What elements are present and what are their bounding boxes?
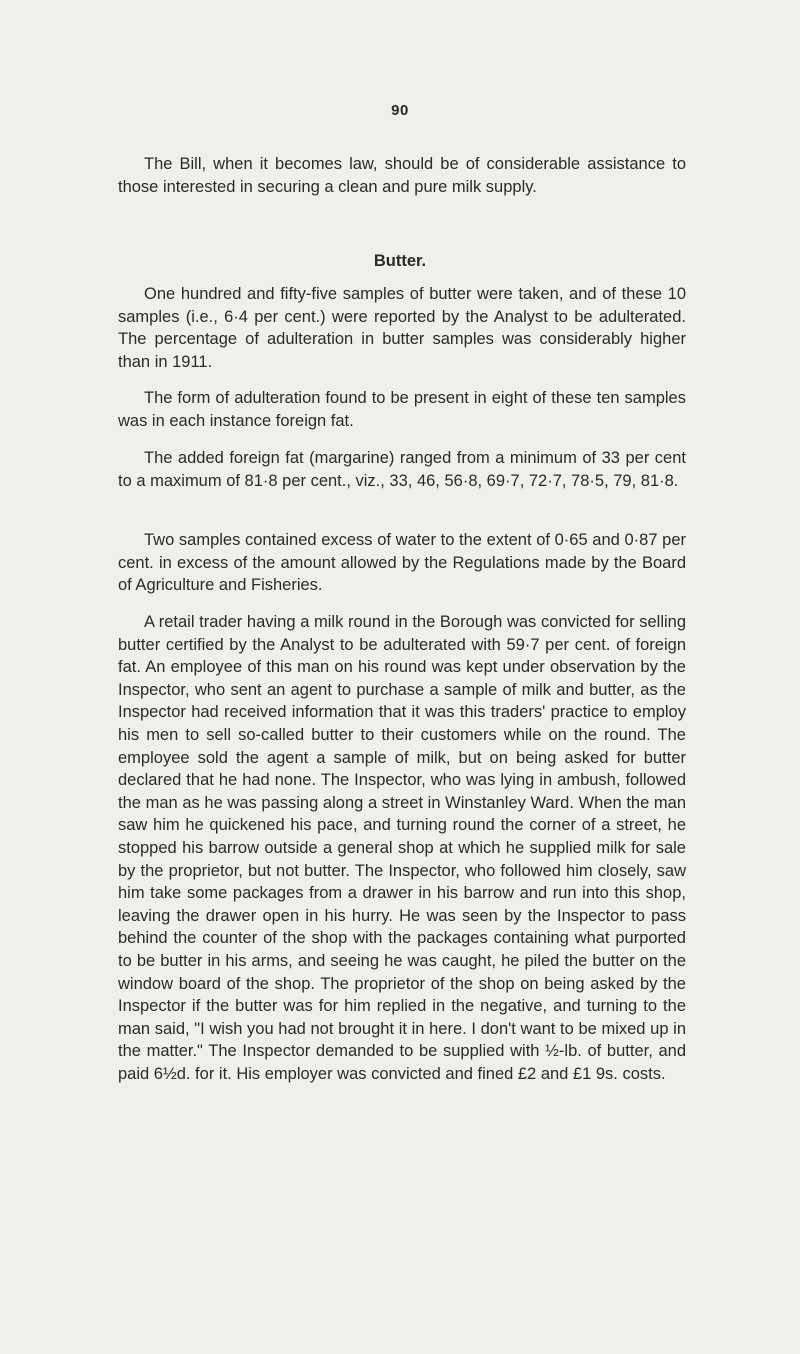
paragraph-form: The form of adulteration found to be present in eight of these ten samples was in each instance foreign fat.: [118, 389, 686, 430]
page-number: 90: [391, 102, 409, 119]
section-heading-butter: Butter.: [373, 252, 427, 270]
paragraph-case: A retail trader having a milk round in the Borough was convicted for selling butter certified by the Analyst to be adulterated with 59·7 per cent. of foreign fat. An employee of this man on his round was kept under observation by the Inspector, who sent an agent to purchase a sample of milk and butter, as the Inspector had received information that it was this traders' practice to employ his men to sell so-called butter to their customers while on the round. The employee sold the agent a sample of milk, but on being asked for butter declared that he had none. The Inspector, who was lying in ambush, followed the man as he was passing along a street in Winstanley Ward. When the man saw him he quickened his pace, and turning round the corner of a street, he stopped his barrow outside a general shop at which he supplied milk for sale by the proprietor, but not butter. The Inspector, who followed him closely, saw him take some packages from a drawer in his barrow and run into this shop, leaving the drawer open in his hurry. He was seen by the Inspector to pass behind the counter of the shop with the packages containing what purported to be butter in his arms, and seeing he was caught, he piled the butter on the window board of the shop. The proprietor of the shop on being asked by the Inspector if the butter was for him replied in the negative, and turning to the man said, "I wish you had not brought it in here. I don't want to be mixed up in the matter." The Inspector demanded to be supplied with ½-lb. of butter, and paid 6½d. for it. His employer was convicted and fined £2 and £1 9s. costs.: [118, 613, 686, 1083]
paragraph-intro: The Bill, when it becomes law, should be of considerable assistance to those interested in securing a clean and pure milk supply.: [118, 155, 686, 196]
paragraph-water: Two samples contained excess of water to the extent of 0·65 and 0·87 per cent. in excess of the amount allowed by the Regulations made by the Board of Agriculture and Fisheries.: [118, 531, 686, 595]
paragraph-foreign-fat: The added foreign fat (margarine) ranged from a minimum of 33 per cent to a maximum of 81·8 per cent., viz., 33, 46, 56·8, 69·7, 72·7, 78·5, 79, 81·8.: [118, 449, 686, 490]
paragraph-samples: One hundred and fifty-five samples of butter were taken, and of these 10 samples (i.e., 6·4 per cent.) were reported by the Analyst to be adulterated. The percentage of adulteration in butter samples was considerably higher than in 1911.: [118, 285, 686, 371]
